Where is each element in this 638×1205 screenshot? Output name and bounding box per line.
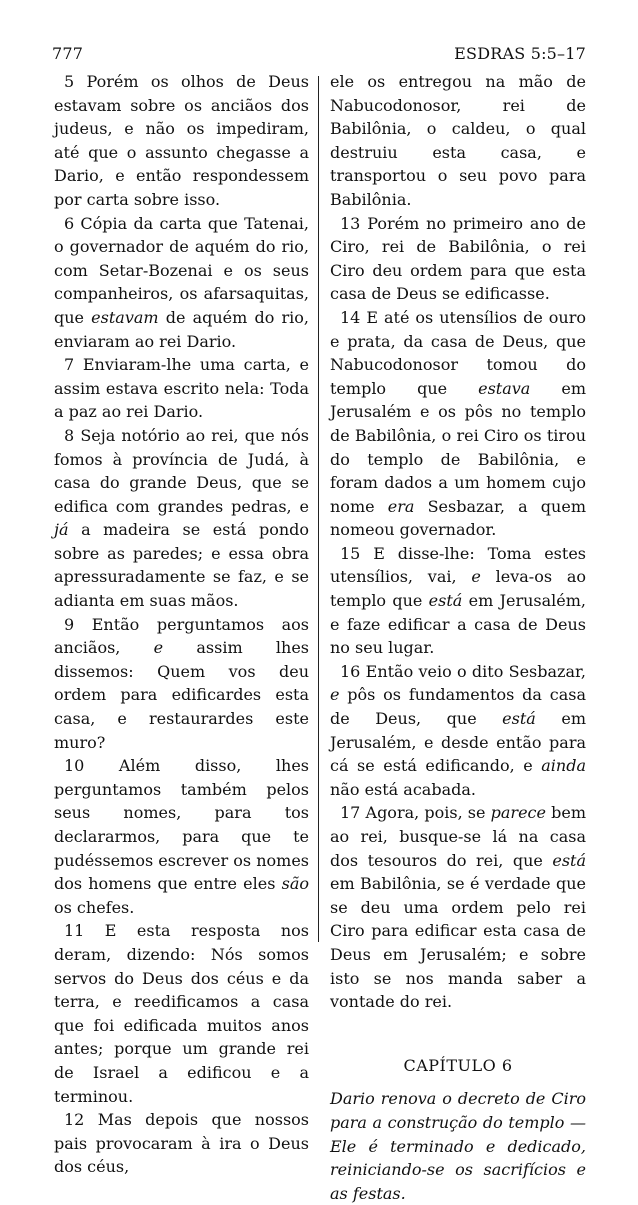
verse-text: 8 Seja notório ao rei, que nós fomos à província de Judá, à casa do grande Deus, que se edifica com grandes pedras, e	[54, 425, 309, 516]
right-verses	[330, 70, 586, 1014]
verse-paragraph	[54, 70, 309, 212]
verse-paragraph	[54, 424, 309, 613]
verse-paragraph	[330, 801, 586, 1013]
verse-text: 14 E até os utensílios de ouro e prata, da casa de Deus, que Nabucodonosor tomou do templo que	[330, 307, 586, 398]
verse-text: 13 Porém no primeiro ano de Ciro, rei de Babilônia, o rei Ciro deu ordem para que esta casa de Deus se edificasse.	[330, 213, 586, 304]
verse-paragraph	[54, 1108, 309, 1179]
right-column	[330, 70, 586, 1205]
verse-text: 16 Então veio o dito Sesbazar,	[340, 661, 586, 681]
verse-text: 15 E disse-lhe: Toma estes utensílios, vai,	[330, 543, 586, 587]
italic-word: parece	[490, 803, 546, 823]
verse-text: de aquém do rio, enviaram ao rei Dario.	[54, 307, 309, 351]
left-column	[54, 70, 309, 1179]
verse-paragraph	[330, 306, 586, 542]
verse-text: Sesbazar, a quem nomeou governador.	[330, 496, 586, 540]
verse-paragraph	[330, 70, 586, 212]
italic-word: está	[552, 850, 586, 870]
verse-text: não está acabada.	[330, 779, 476, 799]
page-number: 777	[52, 44, 84, 63]
verse-text: em Jerusalém e os pôs no templo de Babilônia, o rei Ciro os tirou do templo de Babilônia, e foram dados a um homem cujo nome	[330, 378, 586, 516]
verse-text: pôs os fundamentos da casa de Deus, que	[330, 685, 586, 729]
verse-paragraph	[54, 919, 309, 1108]
verse-paragraph	[330, 542, 586, 660]
verse-text: 9 Então perguntamos aos anciãos,	[54, 614, 309, 658]
italic-word: e	[153, 638, 164, 658]
italic-word: está	[428, 591, 463, 611]
italic-word: e	[330, 685, 340, 705]
verse-text: 10 Além disso, lhes perguntamos também pelos seus nomes, para tos declararmos, para que te pudéssemos escrever os nomes dos homens que entre eles	[54, 756, 309, 894]
page-header	[52, 44, 586, 66]
verse-text: em Babilônia, se é verdade que se deu uma ordem pelo rei Ciro para edificar esta casa de Deus em Jerusalém; e sobre isto se nos manda saber a vontade do rei.	[330, 874, 586, 1012]
chapter-title: CAPÍTULO 6	[403, 1055, 513, 1075]
verse-text: ele os entregou na mão de Nabucodonosor, rei de Babilônia, o caldeu, o qual destruiu esta casa, e transportou o seu povo para Babilônia.	[330, 72, 586, 209]
italic-word: ainda	[541, 756, 586, 776]
running-head: ESDRAS 5:5–17	[454, 44, 586, 63]
verse-text: 12 Mas depois que nossos pais provocaram à ira o Deus dos céus,	[54, 1110, 309, 1177]
verse-paragraph	[330, 660, 586, 802]
italic-word: são	[281, 874, 309, 894]
column-divider	[318, 76, 319, 942]
verse-paragraph	[330, 212, 586, 306]
verse-text: em Jerusalém, e desde então para cá se está edificando, e	[330, 709, 586, 776]
italic-word: estava	[478, 378, 531, 398]
verse-text: 17 Agora, pois, se	[340, 803, 491, 823]
verse-paragraph	[54, 754, 309, 919]
verse-text: assim lhes dissemos: Quem vos deu ordem para edificardes esta casa, e restaurardes este muro?	[54, 638, 309, 752]
verse-paragraph	[54, 353, 309, 424]
verse-text: os chefes.	[54, 897, 135, 917]
verse-paragraph	[54, 212, 309, 354]
italic-word: estavam	[91, 307, 159, 327]
italic-word: está	[502, 709, 536, 729]
verse-text: 7 Enviaram-lhe uma carta, e assim estava escrito nela: Toda a paz ao rei Dario.	[54, 355, 309, 422]
verse-text: 5 Porém os olhos de Deus estavam sobre os anciãos dos judeus, e não os impediram, até que o assunto chegasse a Dario, e então respondessem por carta sobre isso.	[54, 72, 309, 209]
verse-paragraph	[54, 613, 309, 755]
chapter-summary: Dario renova o decreto de Ciro para a construção do templo — Ele é terminado e dedicado, reiniciando-se os sacrifícios e as festas.	[330, 1089, 586, 1203]
verse-text: bem ao rei, busque-se lá na casa dos tesouros do rei, que	[330, 803, 587, 870]
verse-text: em Jerusalém, e faze edificar a casa de Deus no seu lugar.	[330, 591, 586, 658]
italic-word: era	[387, 496, 415, 516]
verse-text: 11 E esta resposta nos deram, dizendo: Nós somos servos do Deus dos céus e da terra, e reedificamos a casa que foi edificada muitos anos antes; porque um grande rei de Israel a edificou e a terminou.	[54, 921, 309, 1106]
italic-word: e	[471, 567, 481, 587]
verse-text: 6 Cópia da carta que Tatenai, o governador de aquém do rio, com Setar-Bozenai e os seus companheiros, os afarsaquitas, que	[54, 213, 309, 327]
italic-word: já	[54, 520, 69, 540]
verse-text: leva-os ao templo que	[330, 567, 586, 611]
verse-text: a madeira se está pondo sobre as paredes; e essa obra apressuradamente se faz, e se adianta em suas mãos.	[54, 520, 309, 611]
